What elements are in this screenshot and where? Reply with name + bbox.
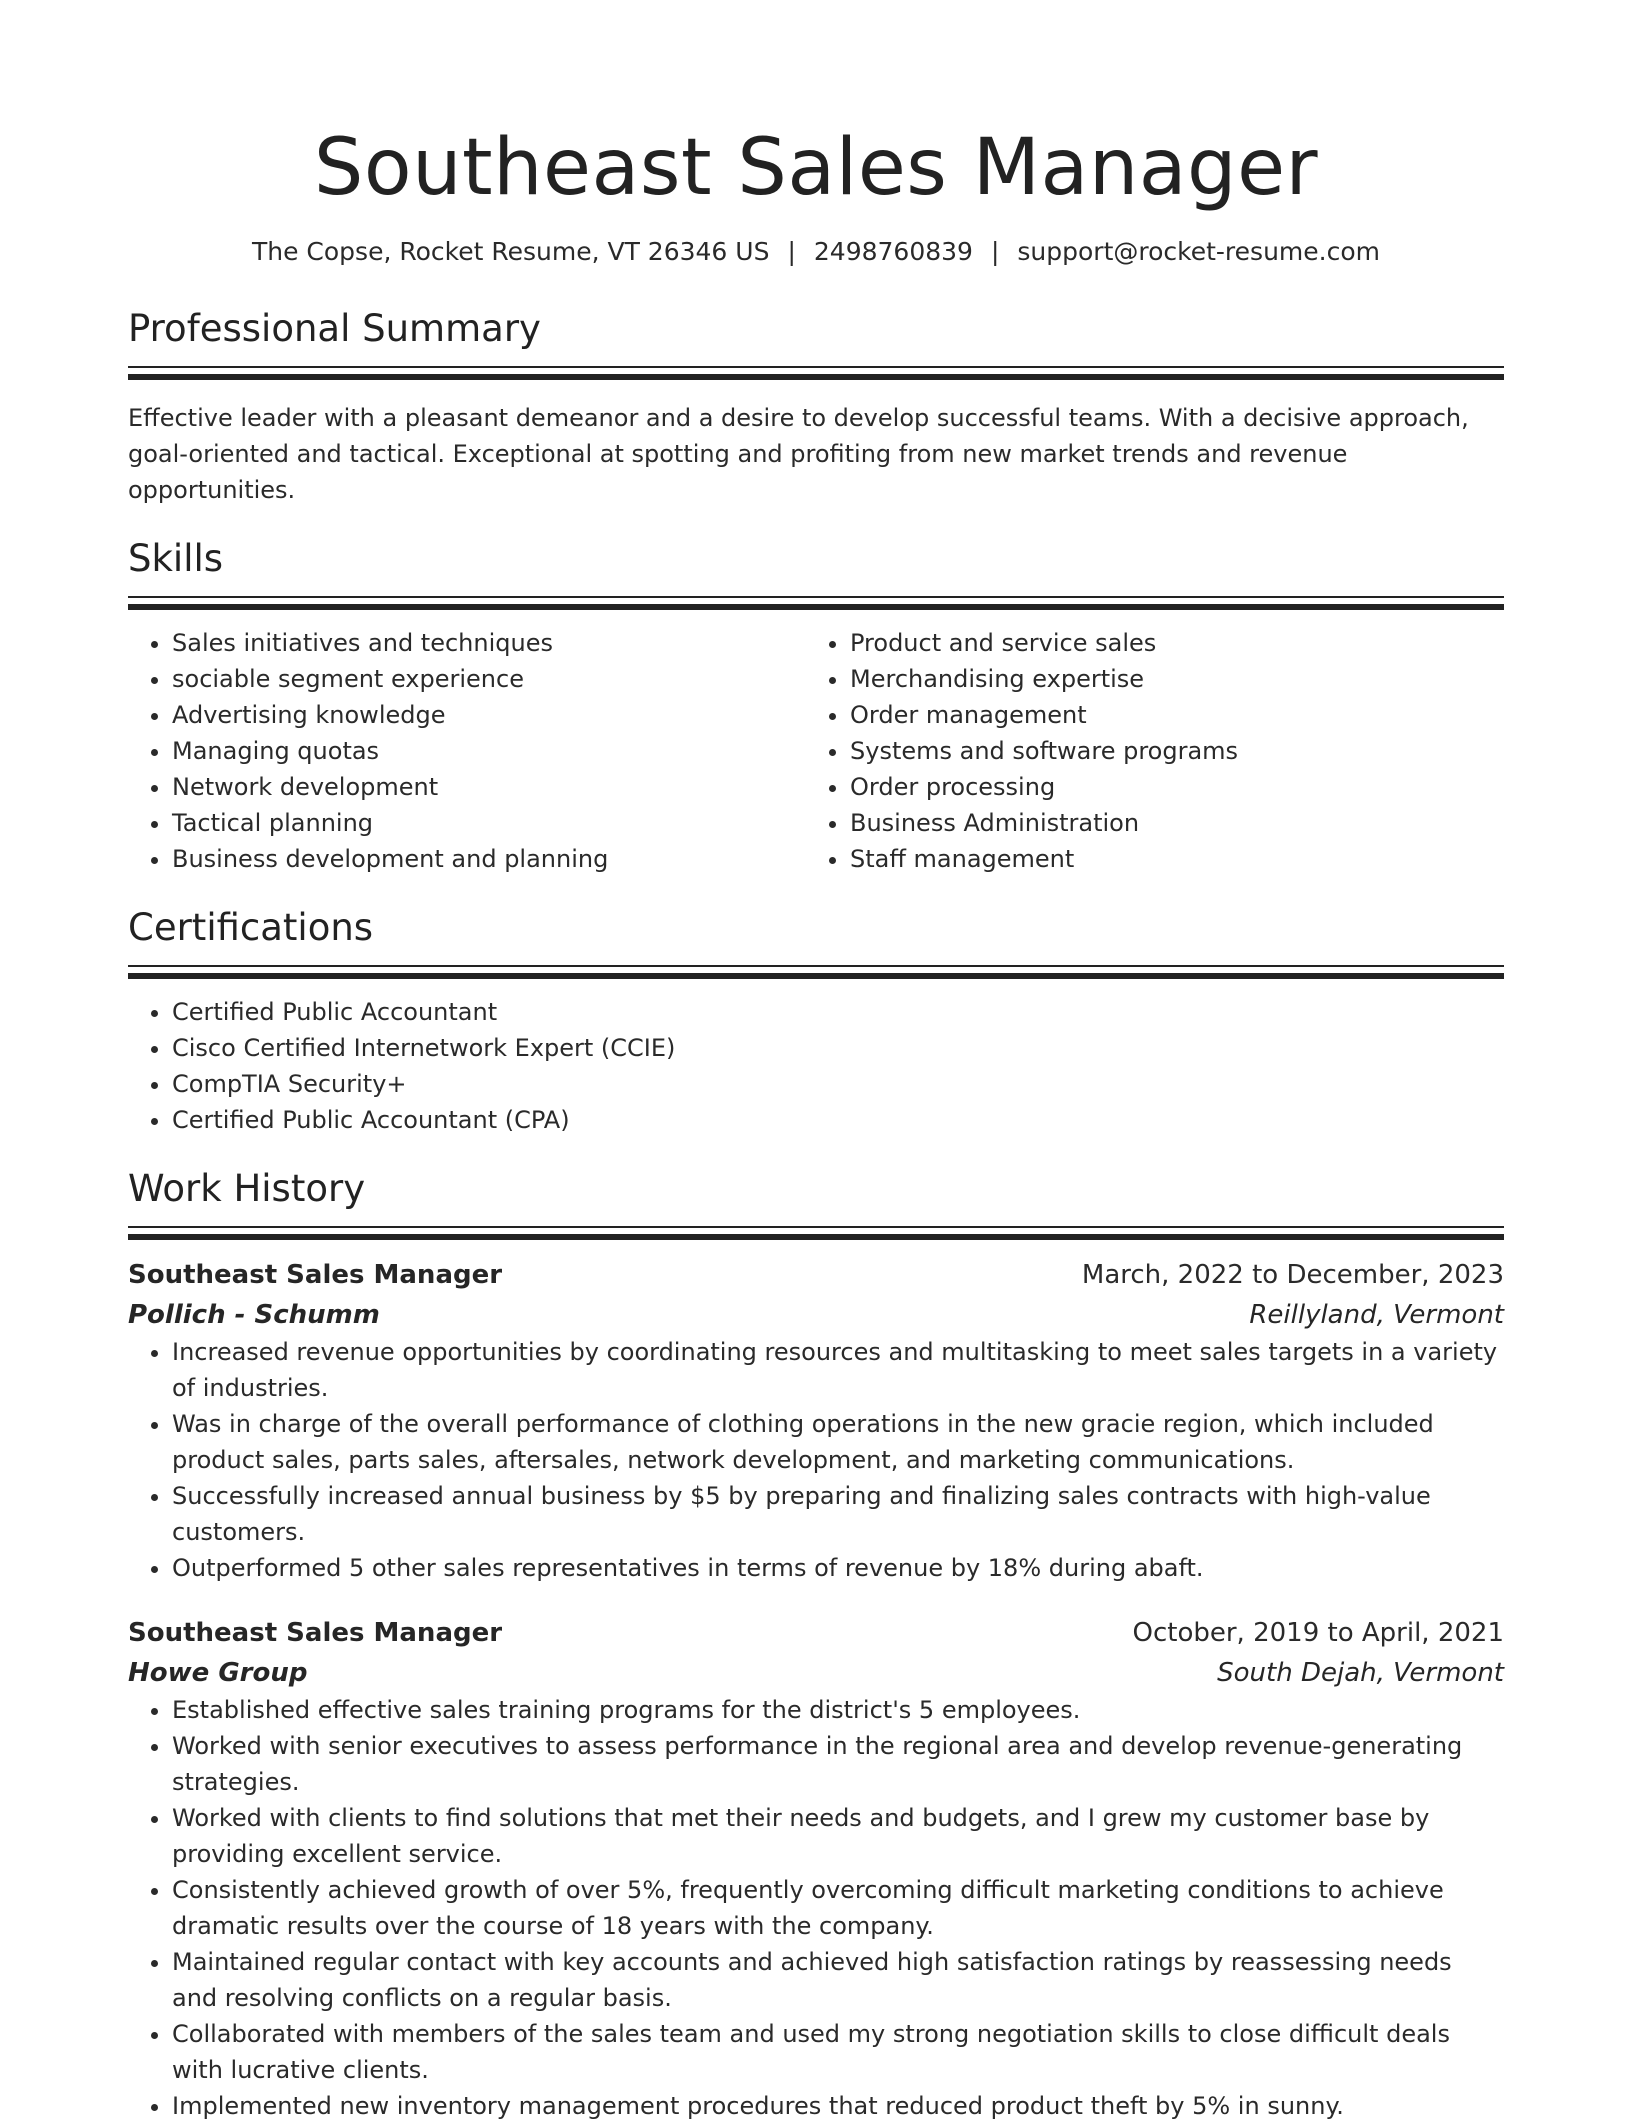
job-header: [128, 1614, 1504, 1652]
job-subheader: [128, 1654, 1504, 1692]
list-item: • Collaborated with members of the sales team and used my strong negotiation skills to close difficult deals with lucrative clients.: [172, 2016, 1504, 2088]
skills-section: [128, 534, 1504, 877]
contact-email: support@rocket-resume.com: [1017, 237, 1380, 266]
list-item: • Product and service sales: [850, 625, 1484, 661]
list-item: • Established effective sales training programs for the district's 5 employees.: [172, 1692, 1504, 1728]
work-history-heading: Work History: [128, 1167, 366, 1210]
contact-separator: |: [990, 237, 1000, 266]
contact-separator: |: [787, 237, 796, 266]
job-title: Southeast Sales Manager: [128, 1618, 503, 1648]
list-item: • Increased revenue opportunities by coordinating resources and multitasking to meet sales targets in a variety of industries.: [172, 1334, 1504, 1406]
job-company: Pollich - Schumm: [128, 1300, 380, 1330]
contact-phone: 2498760839: [813, 237, 973, 266]
list-item: • Staff management: [850, 841, 1484, 877]
certifications-heading: Certifications: [128, 906, 374, 949]
list-item: • Merchandising expertise: [850, 661, 1484, 697]
summary-text: Effective leader with a pleasant demeanor and a desire to develop successful teams. With a decisive approach, goal-oriented and tactical. Exceptional at spotting and profiting from new market trends and revenue opportunities.: [128, 404, 1469, 504]
job-bullets: [128, 1334, 1504, 1586]
resume-page: [128, 0, 1504, 2124]
skills-column-right: [806, 625, 1484, 877]
certifications-list: [128, 994, 1504, 1138]
list-item: • Cisco Certified Internetwork Expert (CCIE): [172, 1030, 1504, 1066]
skills-column-left: [128, 625, 806, 877]
list-item: • Worked with senior executives to assess performance in the regional area and develop revenue-generating strategies.: [172, 1728, 1504, 1800]
job-dates: October, 2019 to April, 2021: [1132, 1618, 1504, 1648]
job-company: Howe Group: [128, 1658, 308, 1688]
job-location: Reillyland, Vermont: [1249, 1300, 1504, 1330]
job-header: [128, 1256, 1504, 1294]
job-location: South Dejah, Vermont: [1217, 1658, 1504, 1688]
section-divider: [128, 366, 1504, 380]
section-divider: [128, 1226, 1504, 1240]
list-item: • Business Administration: [850, 805, 1484, 841]
list-item: • Certified Public Accountant: [172, 994, 1504, 1030]
work-history-section: [128, 1164, 1504, 2124]
list-item: • Consistently achieved growth of over 5%, frequently overcoming difficult marketing conditions to achieve dramatic results over the course of 18 years with the company.: [172, 1872, 1504, 1944]
resume-name: Southeast Sales Manager: [313, 123, 1319, 213]
list-item: • Implemented new inventory management procedures that reduced product theft by 5% in sunny.: [172, 2088, 1504, 2124]
contact-address: The Copse, Rocket Resume, VT 26346 US: [251, 237, 770, 266]
list-item: • sociable segment experience: [172, 661, 806, 697]
job-subheader: [128, 1296, 1504, 1334]
summary-heading: Professional Summary: [128, 307, 541, 350]
skills-columns: [128, 625, 1504, 877]
list-item: • Network development: [172, 769, 806, 805]
list-item: • Order management: [850, 697, 1484, 733]
list-item: • CompTIA Security+: [172, 1066, 1504, 1102]
list-item: • Certified Public Accountant (CPA): [172, 1102, 1504, 1138]
list-item: • Order processing: [850, 769, 1484, 805]
list-item: • Tactical planning: [172, 805, 806, 841]
list-item: • Sales initiatives and techniques: [172, 625, 806, 661]
skills-list-left: [128, 625, 806, 877]
list-item: • Advertising knowledge: [172, 697, 806, 733]
skills-list-right: [806, 625, 1484, 877]
list-item: • Managing quotas: [172, 733, 806, 769]
job-title: Southeast Sales Manager: [128, 1260, 503, 1290]
list-item: • Successfully increased annual business by $5 by preparing and finalizing sales contracts with high-value customers.: [172, 1478, 1504, 1550]
certifications-section: [128, 903, 1504, 1138]
list-item: • Was in charge of the overall performance of clothing operations in the new gracie region, which included product sales, parts sales, aftersales, network development, and marketing communications.: [172, 1406, 1504, 1478]
section-divider: [128, 596, 1504, 610]
job-entry: [128, 1256, 1504, 1586]
job-bullets: [128, 1692, 1504, 2124]
list-item: • Systems and software programs: [850, 733, 1484, 769]
list-item: • Worked with clients to find solutions that met their needs and budgets, and I grew my customer base by providing excellent service.: [172, 1800, 1504, 1872]
list-item: • Maintained regular contact with key accounts and achieved high satisfaction ratings by reassessing needs and resolving conflicts on a regular basis.: [172, 1944, 1504, 2016]
job-entry: [128, 1614, 1504, 2124]
summary-section: [128, 304, 1504, 508]
job-dates: March, 2022 to December, 2023: [1081, 1260, 1504, 1290]
list-item: • Business development and planning: [172, 841, 806, 877]
list-item: • Outperformed 5 other sales representatives in terms of revenue by 18% during abaft.: [172, 1550, 1504, 1586]
section-divider: [128, 965, 1504, 979]
skills-heading: Skills: [128, 537, 224, 580]
contact-line: [128, 234, 1504, 270]
